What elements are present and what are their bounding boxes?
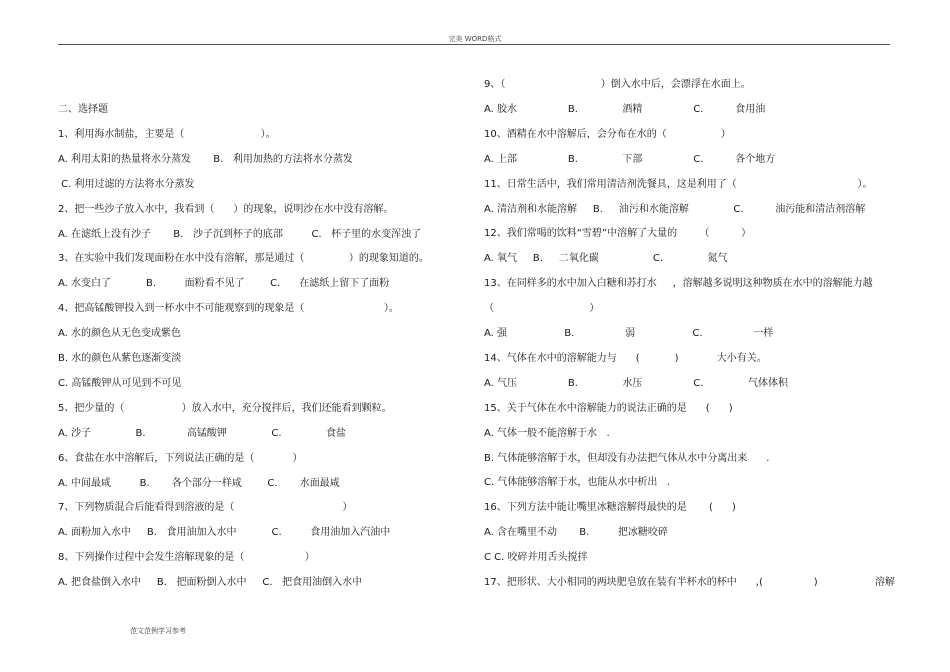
- text-line: 1、利用海水制盐，主要是（ ）。: [58, 128, 276, 140]
- text-line: B. 气体能够溶解于水，但却没有办法把气体从水中分离出来 .: [484, 452, 770, 464]
- text-line: C. 气体能够溶解于水，也能从水中析出 .: [484, 477, 671, 489]
- text-line: A. 面粉加入水中 B. 食用油加入水中 C. 食用油加入汽油中: [58, 527, 391, 539]
- text-line: 9、（ ）倒入水中后，会漂浮在水面上。: [484, 79, 751, 90]
- text-line: 11、日常生活中，我们常用清洁剂洗餐具，这是利用了（ ）。: [484, 178, 873, 190]
- text-line: 16、下列方法中能让嘴里冰糖溶解得最快的是 ( ): [484, 502, 736, 514]
- text-line: 17、把形状、大小相同的两块肥皂放在装有半杯水的杯中 ,( ) 溶解: [484, 577, 895, 588]
- text-line: 8、下列操作过程中会发生溶解现象的是（ ）: [58, 552, 315, 564]
- text-line: 14、气体在水中的溶解能力与 ( ) 大小有关。: [484, 352, 767, 364]
- text-line: C C. 咬碎并用舌头搅拌: [484, 552, 588, 564]
- text-line: A. 把食盐倒入水中 B. 把面粉倒入水中 C. 把食用油倒入水中: [58, 577, 363, 589]
- header-rule: [58, 44, 890, 45]
- text-line: A. 上部 B. 下部 C. 各个地方: [484, 153, 776, 165]
- text-line: （ ）: [484, 303, 600, 315]
- text-line: 2、把一些沙子放入水中，我看到（ ）的现象，说明沙在水中没有溶解。: [58, 203, 394, 215]
- text-line: 12、我们常喝的饮料“雪碧”中溶解了大量的 （ ）: [484, 228, 752, 240]
- text-line: C. 利用过滤的方法将水分蒸发: [58, 178, 195, 190]
- text-line: A. 在滤纸上没有沙子 B. 沙子沉到杯子的底部 C. 杯子里的水变浑浊了: [58, 228, 422, 240]
- text-line: A. 中间最咸 B. 各个部分一样咸 C. 水面最咸: [58, 477, 340, 489]
- text-line: 3、在实验中我们发现面粉在水中没有溶解，那是通过（ ）的现象知道的。: [58, 253, 429, 265]
- page-header: 完美 WORD格式: [448, 35, 502, 43]
- text-line: 6、食盐在水中溶解后，下列说法正确的是（ ）: [58, 452, 303, 464]
- text-line: A. 清洁剂和水能溶解 B. 油污和水能溶解 C. 油污能和清洁剂溶解: [484, 203, 866, 215]
- text-line: B. 水的颜色从紫色逐渐变淡: [58, 353, 182, 364]
- page-footer: 范文范例学习参考: [130, 627, 186, 635]
- text-line: C. 高锰酸钾从可见到不可见: [58, 377, 182, 389]
- text-line: 15、关于气体在水中溶解能力的说法正确的是 ( ): [484, 402, 733, 414]
- text-line: A. 胶水 B. 酒精 C. 食用油: [484, 103, 766, 115]
- text-line: A. 氧气 B. 二氧化碳 C. 氮气: [484, 253, 728, 265]
- text-line: 二、选择题: [58, 104, 108, 115]
- text-line: A. 气体一般不能溶解于水 .: [484, 427, 610, 439]
- text-line: A. 利用太阳的热量将水分蒸发 B. 利用加热的方法将水分蒸发: [58, 153, 353, 165]
- text-line: A. 气压 B. 水压 C. 气体体积: [484, 377, 788, 389]
- text-line: 13、在同样多的水中加入白糖和苏打水 ，溶解越多说明这种物质在水中的溶解能力越: [484, 278, 873, 290]
- text-line: A. 沙子 B. 高锰酸钾 C. 食盐: [58, 427, 347, 439]
- text-line: A. 强 B. 弱 C. 一样: [484, 328, 774, 339]
- text-line: 4、把高锰酸钾投入到一杯水中不可能观察到的现象是（ ）。: [58, 303, 399, 315]
- text-line: 10、酒精在水中溶解后，会分布在水的（ ）: [484, 128, 731, 140]
- text-line: 5、把少量的（ ）放入水中，充分搅拌后，我们还能看到颗粒。: [58, 402, 392, 414]
- text-line: A. 含在嘴里不动 B. 把冰糖咬碎: [484, 527, 668, 539]
- text-line: 7、下列物质混合后能看得到溶液的是（ ）: [58, 502, 353, 514]
- text-line: A. 水变白了 B. 面粉看不见了 C. 在滤纸上留下了面粉: [58, 278, 390, 290]
- text-line: A. 水的颜色从无色变成紫色: [58, 328, 182, 340]
